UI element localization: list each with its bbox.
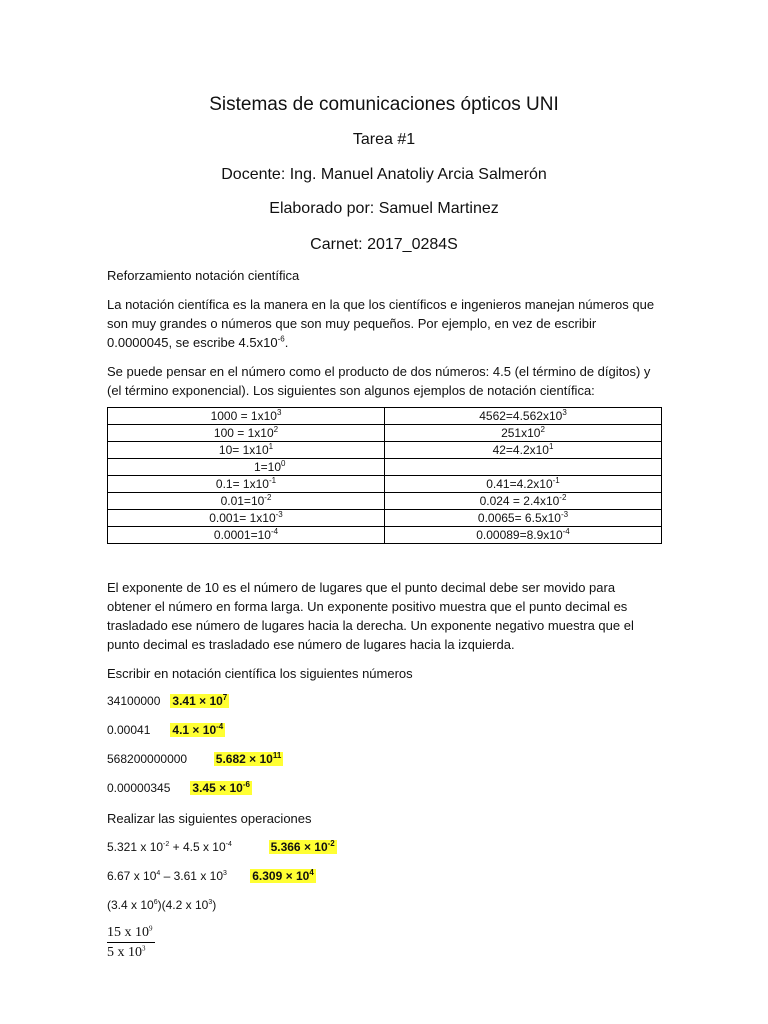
author-label: Elaborado por: xyxy=(269,200,375,217)
table-row xyxy=(108,408,662,425)
table-row xyxy=(108,527,662,544)
table-cell-left: $1=10^0$ xyxy=(108,459,385,476)
operation-3: (3.4 x $10^6)(4.2$ x $10^3$) xyxy=(107,898,217,912)
operation-4-fraction xyxy=(107,925,155,961)
table-cell-left: $0.001= 1x10^{-3}$ xyxy=(108,510,385,527)
answer-highlight: $5.366 \times 10^{-2}$ xyxy=(270,839,335,854)
table-cell-right: $251x10^2$ xyxy=(385,425,662,442)
intro-paragraph: La notación científica es la manera en la que los científicos e ingenieros manejan números que son muy grandes o números que son muy pequeños. Por ejemplo, en vez de escribir 0.0000045, se escribe $4.5x10^{-6}$. xyxy=(107,297,655,350)
fraction-numerator: 15 x $10^9$ xyxy=(107,925,155,943)
product-paragraph: Se puede pensar en el número como el producto de dos números: 4.5 (el término de dígitos) y (el término exponencial). Los siguientes son algunos ejemplos de notación científica: xyxy=(107,364,651,398)
carnet-line xyxy=(0,236,768,254)
exercise2-heading: Realizar las siguientes operaciones xyxy=(107,811,312,826)
table-row xyxy=(108,476,662,493)
table-row xyxy=(108,459,662,476)
table-row xyxy=(108,442,662,459)
carnet-label: Carnet: xyxy=(310,236,363,253)
table-row xyxy=(108,425,662,442)
document-title: Sistemas de comunicaciones ópticos UNI xyxy=(209,94,559,115)
operation-2: 6.67 x $10^4 - 3.61$ x $10^3$ $6.309 \times 10^4$ xyxy=(107,868,314,883)
answer-highlight: $6.309 \times 10^4$ xyxy=(252,868,314,883)
author-name: Samuel Martinez xyxy=(378,200,499,217)
table-cell-left: $100 = 1x10^2$ xyxy=(108,425,385,442)
table-cell-right: $0.41=4.2x10^{-1}$ xyxy=(385,476,662,493)
table-cell-left: $10= 1x10^1$ xyxy=(108,442,385,459)
carnet-value: 2017_0284S xyxy=(367,236,458,253)
table-cell-right: $0.00089=8.9x10^{-4}$ xyxy=(385,527,662,544)
table-cell-right xyxy=(385,459,662,476)
exercise1-item: 0.00041 $4.1 \times 10^{-4}$ xyxy=(107,722,224,737)
table-cell-left: $0.01=10^{-2}$ xyxy=(108,493,385,510)
task-number: Tarea #1 xyxy=(352,131,416,148)
table-cell-right: $4562=4.562x10^3$ xyxy=(385,408,662,425)
answer-highlight: $4.1 \times 10^{-4}$ xyxy=(172,722,224,737)
teacher-line: Docente: Ing. Manuel Anatoliy Arcia Salmerón xyxy=(221,166,547,183)
author-line xyxy=(0,200,768,218)
exercise1-item: 568200000000 $5.682 \times 10^{11}$ xyxy=(107,751,282,766)
exercise1-heading: Escribir en notación científica los siguientes números xyxy=(107,666,413,681)
answer-highlight: $3.41 \times 10^7$ xyxy=(172,693,228,708)
examples-table xyxy=(107,407,662,544)
operation-1: 5.321 x $10^{-2} + 4.5$ x $10^{-4}$ $5.366 \times 10^{-2}$ xyxy=(107,839,335,854)
table-row xyxy=(108,493,662,510)
table-cell-left: $0.0001=10^{-4}$ xyxy=(108,527,385,544)
answer-highlight: $5.682 \times 10^{11}$ xyxy=(215,751,282,766)
exercise1-item: 0.00000345 $3.45 \times 10^{-6}$ xyxy=(107,780,250,795)
table-cell-right: $42=4.2x10^1$ xyxy=(385,442,662,459)
fraction-denominator: 5 x $10^3$ xyxy=(107,944,146,960)
table-cell-right: $0.024 = 2.4x10^{-2}$ xyxy=(385,493,662,510)
table-cell-left: $0.1= 1x10^{-1}$ xyxy=(108,476,385,493)
table-cell-right: $0.0065= 6.5x10^{-3}$ xyxy=(385,510,662,527)
section-heading: Reforzamiento notación científica xyxy=(107,268,300,283)
table-row xyxy=(108,510,662,527)
exponent-paragraph: El exponente de 10 es el número de lugares que el punto decimal debe ser movido para obtener el número en forma larga. Un exponente positivo muestra que el punto decimal es trasladado ese número de lugares hacia la derecha. Un exponente negativo muestra que el punto decimal es trasladado ese número de lugares hacia la izquierda. xyxy=(107,580,634,652)
table-cell-left: $1000 = 1x10^3$ xyxy=(108,408,385,425)
exercise1-item: 34100000 $3.41 \times 10^7$ xyxy=(107,693,228,708)
answer-highlight: $3.45 \times 10^{-6}$ xyxy=(192,780,250,795)
